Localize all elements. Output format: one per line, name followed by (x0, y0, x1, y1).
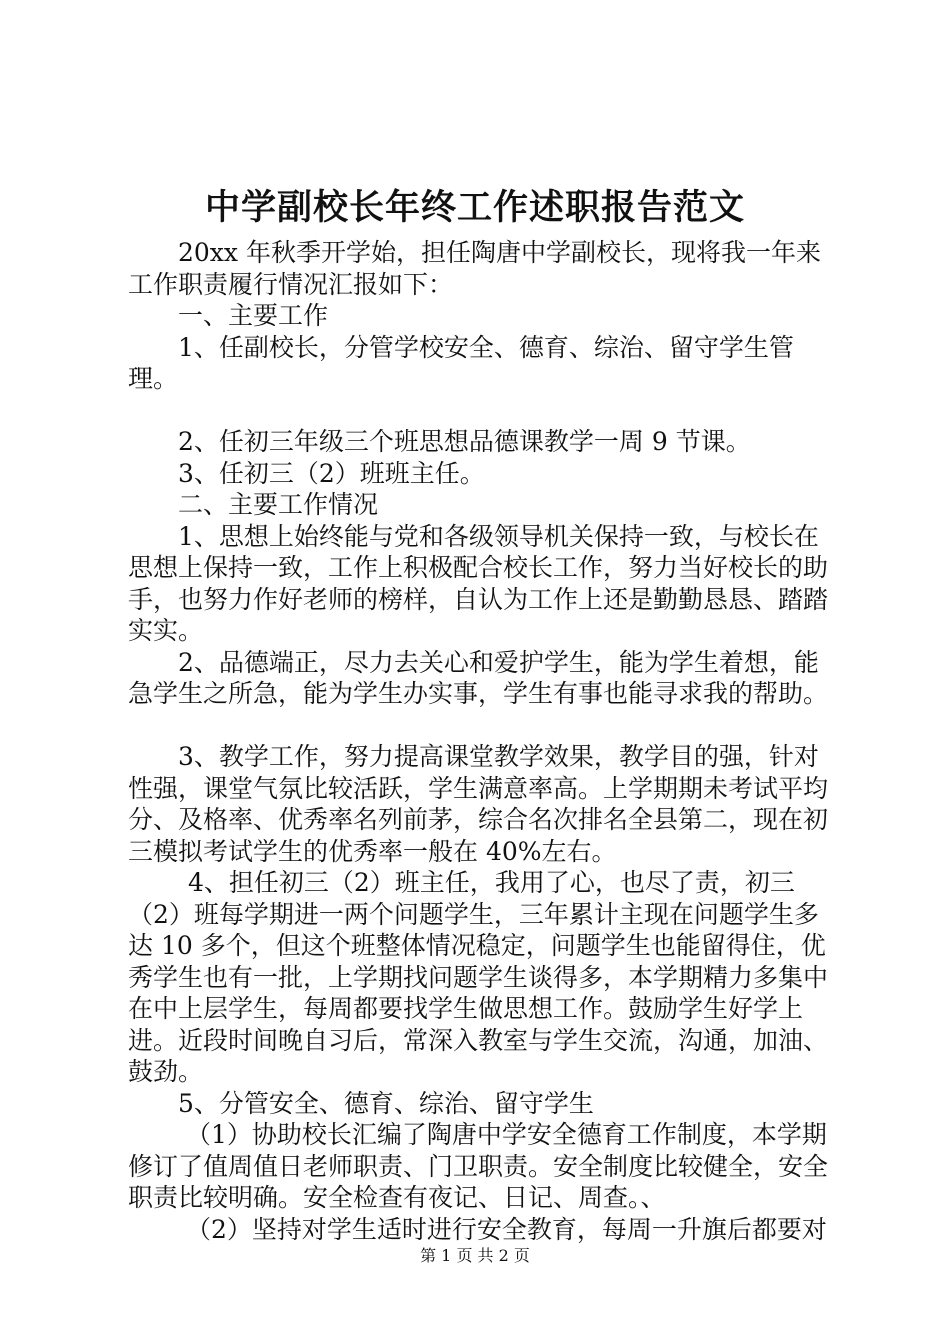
paragraph-situation-1: 1、思想上始终能与党和各级领导机关保持一致，与校长在思想上保持一致，工作上积极配合校长工作，努力当好校长的助手，也努力作好老师的榜样，自认为工作上还是勤勤恳恳、踏踏实实。 (128, 521, 829, 645)
paragraph-situation-2: 2、品德端正，尽力去关心和爱护学生，能为学生着想，能急学生之所急，能为学生办实事，学生有事也能寻求我的帮助。 (128, 647, 829, 708)
document-title: 中学副校长年终工作述职报告范文 (204, 188, 745, 228)
paragraph-situation-4: 4、担任初三（2）班主任，我用了心，也尽了责，初三（2）班每学期进一两个问题学生，三年累计主现在问题学生多达 10 多个，但这个班整体情况稳定，问题学生也能留得住，优秀学生也有一批，上学期找问题学生谈得多，本学期精力多集中在中上层学生，每周都要找学生做思想工作。鼓励学生好学上进。近段时间晚自习后，常深入教室与学生交流，沟通，加油、鼓劲。 (128, 868, 829, 1086)
paragraph-situation-5: 5、分管安全、德育、综治、留守学生 (178, 1088, 594, 1118)
page-footer: 第 1 页 共 2 页 (420, 1246, 530, 1265)
paragraph-safety-2: （2）坚持对学生适时进行安全教育，每周一升旗后都要对 (186, 1214, 827, 1244)
paragraph-situation-3: 3、教学工作，努力提高课堂教学效果，教学目的强，针对性强，课堂气氛比较活跃，学生满意率高。上学期期未考试平均分、及格率、优秀率名列前茅，综合名次排名全县第二，现在初三模拟考试学生的优秀率一般在 40%左右。 (128, 742, 829, 866)
paragraph-duty-1: 1、任副校长，分管学校安全、德育、综治、留守学生管理。 (128, 332, 794, 393)
paragraph-intro: 20xx 年秋季开学始，担任陶唐中学副校长，现将我一年来工作职责履行情况汇报如下： (128, 238, 821, 299)
paragraph-duty-3: 3、任初三（2）班班主任。 (178, 458, 485, 488)
heading-work-situation: 二、主要工作情况 (178, 490, 379, 519)
heading-main-work: 一、主要工作 (178, 301, 329, 330)
paragraph-duty-2: 2、任初三年级三个班思想品德课教学一周 9 节课。 (178, 427, 751, 456)
paragraph-safety-1: （1）协助校长汇编了陶唐中学安全德育工作制度，本学期修订了值周值日老师职责、门卫职责。安全制度比较健全，安全职责比较明确。安全检查有夜记、日记、周查。、 (128, 1120, 829, 1212)
document-body (128, 237, 838, 1245)
